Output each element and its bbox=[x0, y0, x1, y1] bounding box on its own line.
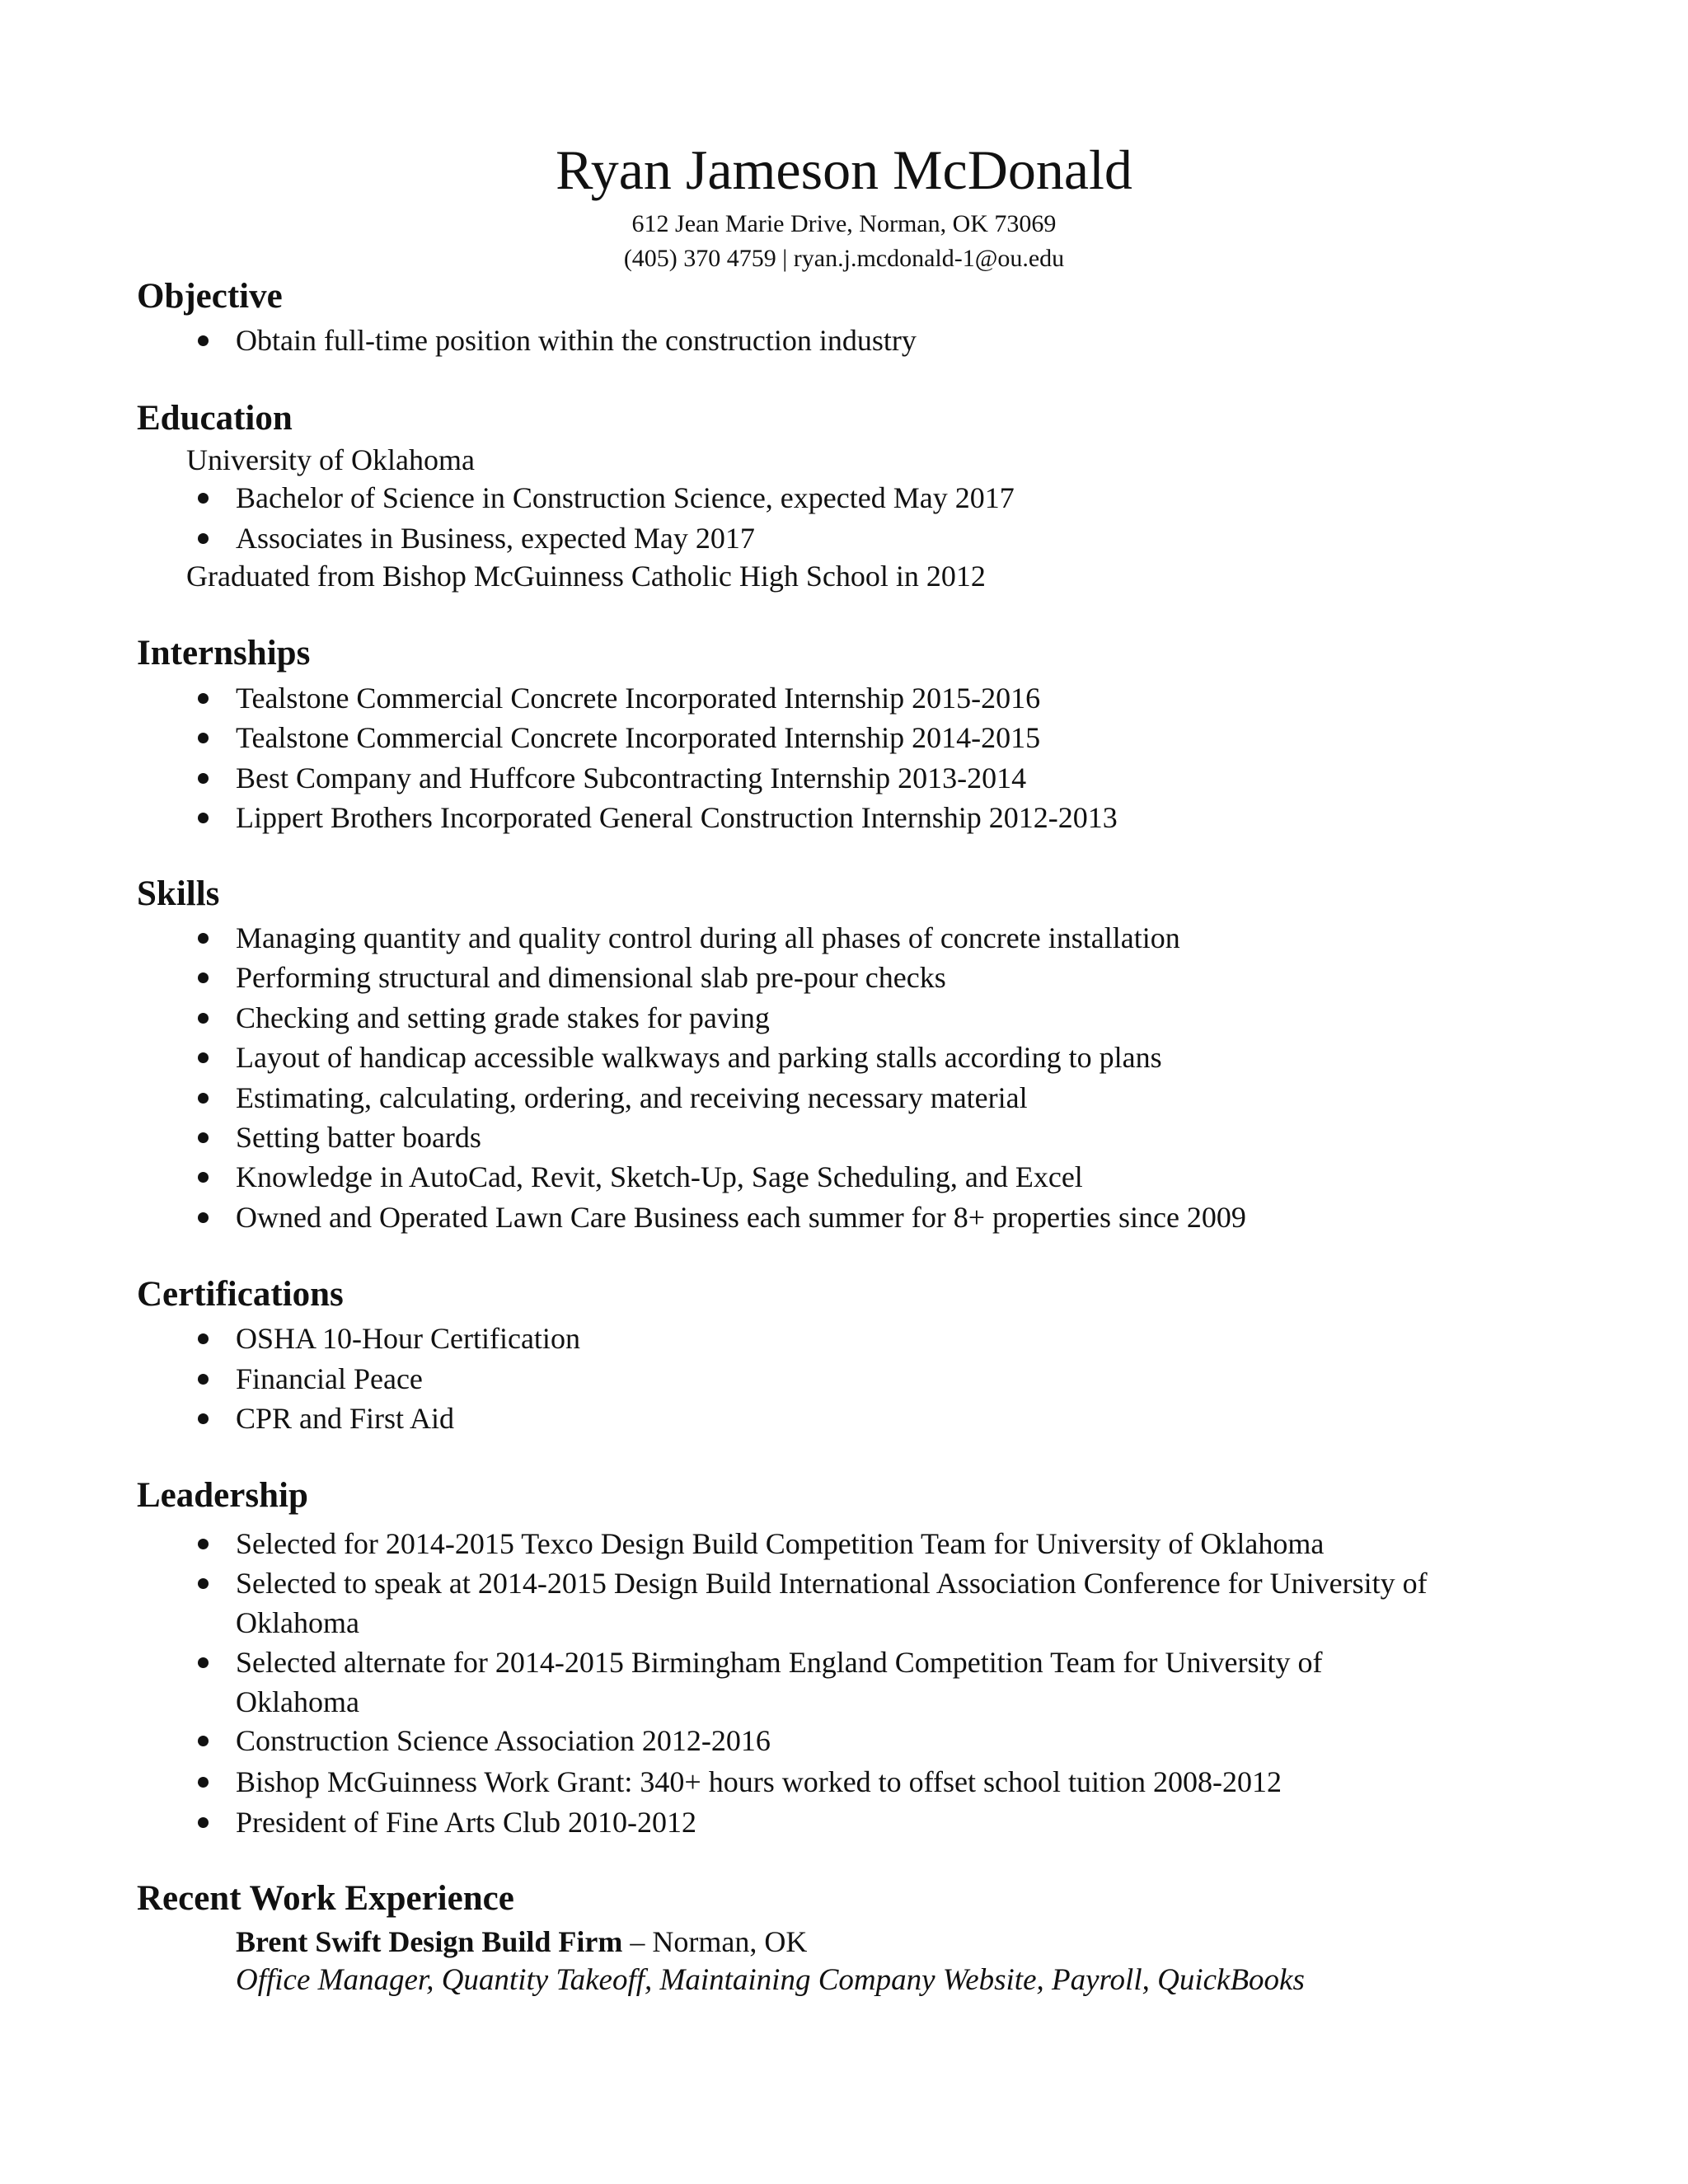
bullet-icon bbox=[186, 918, 219, 958]
job-location: – Norman, OK bbox=[630, 1925, 808, 1958]
bullet-icon bbox=[186, 798, 219, 837]
bullet-icon bbox=[186, 1563, 219, 1603]
skill-text: Layout of handicap accessible walkways and parking stalls according to plans bbox=[236, 1041, 1162, 1074]
bullet-icon bbox=[186, 1721, 219, 1760]
bullet-icon bbox=[186, 1399, 219, 1438]
contact-phone-email: (405) 370 4759 | ryan.j.mcdonald-1@ou.edu bbox=[623, 245, 1065, 272]
bullet-icon bbox=[186, 1197, 219, 1237]
certification-text: CPR and First Aid bbox=[236, 1402, 455, 1435]
skill-text: Checking and setting grade stakes for paving bbox=[236, 1001, 770, 1034]
section-title-skills: Skills bbox=[137, 874, 220, 913]
education-school: University of Oklahoma bbox=[186, 443, 475, 476]
leadership-text: President of Fine Arts Club 2010-2012 bbox=[236, 1806, 696, 1839]
section-title-internships: Internships bbox=[137, 634, 311, 673]
leadership-text: Bishop McGuinness Work Grant: 340+ hours worked to offset school tuition 2008-2012 bbox=[236, 1765, 1282, 1798]
resume-name: Ryan Jameson McDonald bbox=[556, 138, 1132, 201]
bullet-icon bbox=[186, 1078, 219, 1118]
section-title-certifications: Certifications bbox=[137, 1275, 344, 1314]
internship-text: Tealstone Commercial Concrete Incorporated Internship 2014-2015 bbox=[236, 721, 1041, 754]
bullet-icon bbox=[186, 1643, 219, 1682]
certification-text: OSHA 10-Hour Certification bbox=[236, 1322, 580, 1355]
bullet-icon bbox=[186, 478, 219, 518]
job-role: Office Manager, Quantity Takeoff, Maintaining Company Website, Payroll, QuickBooks bbox=[236, 1963, 1305, 1997]
bullet-icon bbox=[186, 1319, 219, 1358]
bullet-icon bbox=[186, 1038, 219, 1077]
objective-text: Obtain full-time position within the construction industry bbox=[236, 324, 917, 357]
skill-text: Owned and Operated Lawn Care Business each summer for 8+ properties since 2009 bbox=[236, 1201, 1246, 1234]
bullet-icon bbox=[186, 1802, 219, 1842]
bullet-icon bbox=[186, 1118, 219, 1157]
bullet-icon bbox=[186, 1524, 219, 1563]
education-degree: Bachelor of Science in Construction Science, expected May 2017 bbox=[236, 481, 1015, 514]
internship-text: Best Company and Huffcore Subcontracting Internship 2013-2014 bbox=[236, 762, 1027, 794]
leadership-text: Selected for 2014-2015 Texco Design Build Competition Team for University of Oklahoma bbox=[236, 1527, 1325, 1560]
education-highschool: Graduated from Bishop McGuinness Catholic High School in 2012 bbox=[186, 560, 986, 593]
internship-text: Tealstone Commercial Concrete Incorporated Internship 2015-2016 bbox=[236, 682, 1041, 715]
bullet-icon bbox=[186, 321, 219, 360]
leadership-text: Selected alternate for 2014-2015 Birmingham England Competition Team for University of Oklahoma bbox=[236, 1646, 1323, 1718]
bullet-icon bbox=[186, 1359, 219, 1399]
education-degree: Associates in Business, expected May 2017 bbox=[236, 522, 755, 555]
bullet-icon bbox=[186, 958, 219, 997]
section-title-work-experience: Recent Work Experience bbox=[137, 1879, 514, 1918]
internship-text: Lippert Brothers Incorporated General Construction Internship 2012-2013 bbox=[236, 801, 1118, 834]
contact-address: 612 Jean Marie Drive, Norman, OK 73069 bbox=[631, 210, 1057, 237]
skill-text: Performing structural and dimensional slab pre-pour checks bbox=[236, 961, 946, 994]
leadership-text: Construction Science Association 2012-2016 bbox=[236, 1724, 771, 1757]
skill-text: Managing quantity and quality control during all phases of concrete installation bbox=[236, 921, 1180, 954]
job-employer: Brent Swift Design Build Firm bbox=[236, 1925, 623, 1958]
certification-text: Financial Peace bbox=[236, 1362, 423, 1395]
section-title-objective: Objective bbox=[137, 277, 283, 316]
leadership-text: Selected to speak at 2014-2015 Design Build International Association Conference for University of Oklahoma bbox=[236, 1567, 1428, 1639]
section-title-leadership: Leadership bbox=[137, 1476, 308, 1515]
bullet-icon bbox=[186, 1762, 219, 1802]
skill-text: Knowledge in AutoCad, Revit, Sketch-Up, Sage Scheduling, and Excel bbox=[236, 1160, 1083, 1193]
job-employer-line bbox=[236, 1923, 807, 1961]
bullet-icon bbox=[186, 718, 219, 757]
bullet-icon bbox=[186, 518, 219, 558]
section-title-education: Education bbox=[137, 399, 293, 438]
skill-text: Setting batter boards bbox=[236, 1121, 481, 1154]
skill-text: Estimating, calculating, ordering, and receiving necessary material bbox=[236, 1081, 1028, 1114]
bullet-icon bbox=[186, 1157, 219, 1197]
bullet-icon bbox=[186, 998, 219, 1038]
bullet-icon bbox=[186, 758, 219, 798]
bullet-icon bbox=[186, 678, 219, 718]
